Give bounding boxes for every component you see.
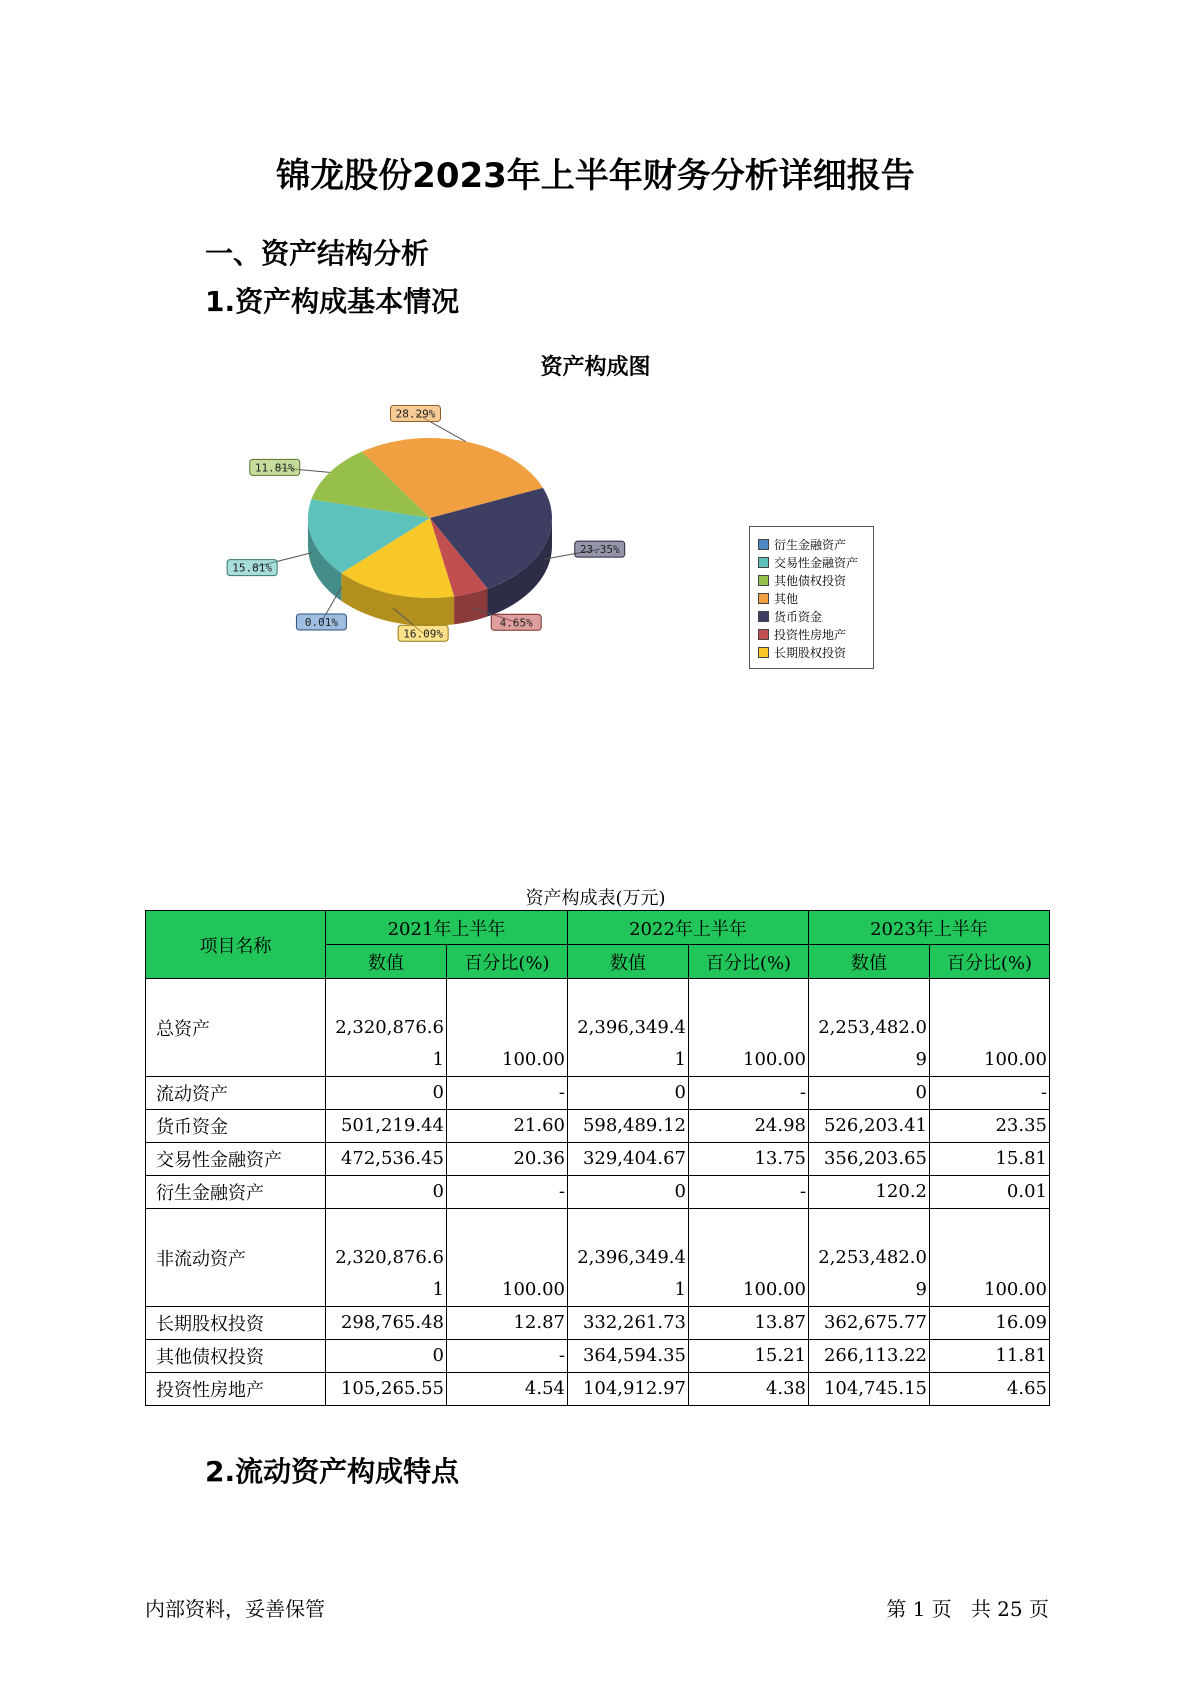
table-row bbox=[146, 1176, 1050, 1209]
header-value: 数值 bbox=[809, 945, 930, 979]
row-item-name: 非流动资产 bbox=[146, 1209, 326, 1307]
table-row bbox=[146, 1340, 1050, 1373]
cell-percent: 100.00 bbox=[447, 1209, 568, 1307]
header-period: 2021年上半年 bbox=[326, 911, 568, 945]
cell-value: 2,320,876.61 bbox=[326, 979, 447, 1077]
cell-percent: 13.87 bbox=[689, 1307, 809, 1340]
cell-percent: 16.09 bbox=[930, 1307, 1050, 1340]
legend-item bbox=[758, 535, 873, 553]
table-row bbox=[146, 1373, 1050, 1406]
cell-percent: 20.36 bbox=[447, 1143, 568, 1176]
cell-value: 298,765.48 bbox=[326, 1307, 447, 1340]
row-item-name: 总资产 bbox=[146, 979, 326, 1077]
cell-percent: 100.00 bbox=[930, 1209, 1050, 1307]
cell-percent: 11.81 bbox=[930, 1340, 1050, 1373]
legend-item bbox=[758, 607, 873, 625]
cell-percent: - bbox=[930, 1077, 1050, 1110]
header-value: 数值 bbox=[326, 945, 447, 979]
header-value: 数值 bbox=[568, 945, 689, 979]
row-item-name: 交易性金融资产 bbox=[146, 1143, 326, 1176]
cell-value: 2,253,482.09 bbox=[809, 1209, 930, 1307]
table-row bbox=[146, 1209, 1050, 1307]
cell-percent: 4.65 bbox=[930, 1373, 1050, 1406]
cell-percent: - bbox=[447, 1176, 568, 1209]
section-heading-asset-structure: 一、资产结构分析 bbox=[205, 237, 430, 270]
pie-data-label: 4.65% bbox=[499, 616, 533, 630]
footer-page-number: 第 1 页 共 25 页 bbox=[886, 1597, 1049, 1621]
cell-value: 0 bbox=[568, 1077, 689, 1110]
legend-item bbox=[758, 589, 873, 607]
cell-value: 266,113.22 bbox=[809, 1340, 930, 1373]
cell-percent: 100.00 bbox=[689, 1209, 809, 1307]
cell-value: 332,261.73 bbox=[568, 1307, 689, 1340]
cell-value: 362,675.77 bbox=[809, 1307, 930, 1340]
pie-data-label: 11.81% bbox=[254, 461, 295, 475]
asset-composition-table bbox=[145, 910, 1050, 1406]
footer-confidential-note: 内部资料，妥善保管 bbox=[145, 1597, 325, 1621]
cell-percent: 0.01 bbox=[930, 1176, 1050, 1209]
row-item-name: 投资性房地产 bbox=[146, 1373, 326, 1406]
cell-value: 501,219.44 bbox=[326, 1110, 447, 1143]
cell-percent: - bbox=[447, 1077, 568, 1110]
legend-label: 货币资金 bbox=[774, 609, 823, 624]
table-row bbox=[146, 1110, 1050, 1143]
cell-value: 598,489.12 bbox=[568, 1110, 689, 1143]
legend-item bbox=[758, 625, 873, 643]
cell-percent: 15.81 bbox=[930, 1143, 1050, 1176]
header-percent: 百分比(%) bbox=[447, 945, 568, 979]
header-percent: 百分比(%) bbox=[930, 945, 1050, 979]
cell-percent: 12.87 bbox=[447, 1307, 568, 1340]
legend-item bbox=[758, 643, 873, 661]
cell-percent: 15.21 bbox=[689, 1340, 809, 1373]
cell-value: 526,203.41 bbox=[809, 1110, 930, 1143]
legend-swatch bbox=[758, 539, 769, 550]
subsection-heading-current-assets: 2.流动资产构成特点 bbox=[205, 1455, 460, 1488]
legend-swatch bbox=[758, 611, 769, 622]
cell-percent: - bbox=[689, 1176, 809, 1209]
legend-item bbox=[758, 553, 873, 571]
cell-value: 356,203.65 bbox=[809, 1143, 930, 1176]
cell-percent: 24.98 bbox=[689, 1110, 809, 1143]
row-item-name: 货币资金 bbox=[146, 1110, 326, 1143]
cell-value: 2,396,349.41 bbox=[568, 979, 689, 1077]
header-percent: 百分比(%) bbox=[689, 945, 809, 979]
legend-swatch bbox=[758, 647, 769, 658]
pie-data-label: 0.01% bbox=[304, 616, 338, 630]
header-item-name: 项目名称 bbox=[146, 911, 326, 979]
cell-value: 2,253,482.09 bbox=[809, 979, 930, 1077]
legend-label: 投资性房地产 bbox=[774, 627, 847, 642]
cell-value: 2,320,876.61 bbox=[326, 1209, 447, 1307]
cell-percent: - bbox=[689, 1077, 809, 1110]
cell-value: 329,404.67 bbox=[568, 1143, 689, 1176]
header-period: 2023年上半年 bbox=[809, 911, 1050, 945]
pie-data-label: 28.29% bbox=[395, 407, 436, 421]
table-row bbox=[146, 1143, 1050, 1176]
chart-legend bbox=[749, 526, 874, 669]
cell-percent: 100.00 bbox=[447, 979, 568, 1077]
cell-percent: 21.60 bbox=[447, 1110, 568, 1143]
table-row bbox=[146, 1307, 1050, 1340]
legend-swatch bbox=[758, 557, 769, 568]
subsection-heading-asset-composition: 1.资产构成基本情况 bbox=[205, 285, 460, 318]
pie-chart bbox=[220, 400, 640, 670]
pie-data-label: 23.35% bbox=[579, 543, 620, 557]
pie-data-label: 15.81% bbox=[232, 561, 273, 575]
cell-value: 104,745.15 bbox=[809, 1373, 930, 1406]
cell-percent: 4.38 bbox=[689, 1373, 809, 1406]
legend-label: 交易性金融资产 bbox=[774, 555, 859, 570]
row-item-name: 其他债权投资 bbox=[146, 1340, 326, 1373]
legend-label: 其他 bbox=[774, 591, 799, 606]
legend-label: 衍生金融资产 bbox=[774, 537, 847, 552]
cell-percent: 100.00 bbox=[930, 979, 1050, 1077]
document-title: 锦龙股份2023年上半年财务分析详细报告 bbox=[276, 156, 915, 196]
legend-swatch bbox=[758, 593, 769, 604]
legend-swatch bbox=[758, 575, 769, 586]
cell-percent: 13.75 bbox=[689, 1143, 809, 1176]
cell-value: 105,265.55 bbox=[326, 1373, 447, 1406]
pie-data-label: 16.09% bbox=[403, 627, 444, 641]
table-row bbox=[146, 979, 1050, 1077]
row-item-name: 衍生金融资产 bbox=[146, 1176, 326, 1209]
cell-percent: 23.35 bbox=[930, 1110, 1050, 1143]
legend-label: 长期股权投资 bbox=[774, 645, 847, 660]
cell-value: 104,912.97 bbox=[568, 1373, 689, 1406]
cell-percent: 4.54 bbox=[447, 1373, 568, 1406]
legend-item bbox=[758, 571, 873, 589]
cell-value: 472,536.45 bbox=[326, 1143, 447, 1176]
legend-label: 其他债权投资 bbox=[774, 573, 847, 588]
cell-value: 0 bbox=[809, 1077, 930, 1110]
cell-value: 0 bbox=[326, 1176, 447, 1209]
cell-value: 0 bbox=[326, 1340, 447, 1373]
header-period: 2022年上半年 bbox=[568, 911, 809, 945]
cell-percent: 100.00 bbox=[689, 979, 809, 1077]
table-caption: 资产构成表(万元) bbox=[525, 888, 666, 909]
cell-value: 0 bbox=[326, 1077, 447, 1110]
cell-value: 120.2 bbox=[809, 1176, 930, 1209]
table-row bbox=[146, 1077, 1050, 1110]
legend-swatch bbox=[758, 629, 769, 640]
row-item-name: 流动资产 bbox=[146, 1077, 326, 1110]
cell-percent: - bbox=[447, 1340, 568, 1373]
cell-value: 0 bbox=[568, 1176, 689, 1209]
cell-value: 2,396,349.41 bbox=[568, 1209, 689, 1307]
cell-value: 364,594.35 bbox=[568, 1340, 689, 1373]
chart-title: 资产构成图 bbox=[540, 355, 651, 380]
row-item-name: 长期股权投资 bbox=[146, 1307, 326, 1340]
